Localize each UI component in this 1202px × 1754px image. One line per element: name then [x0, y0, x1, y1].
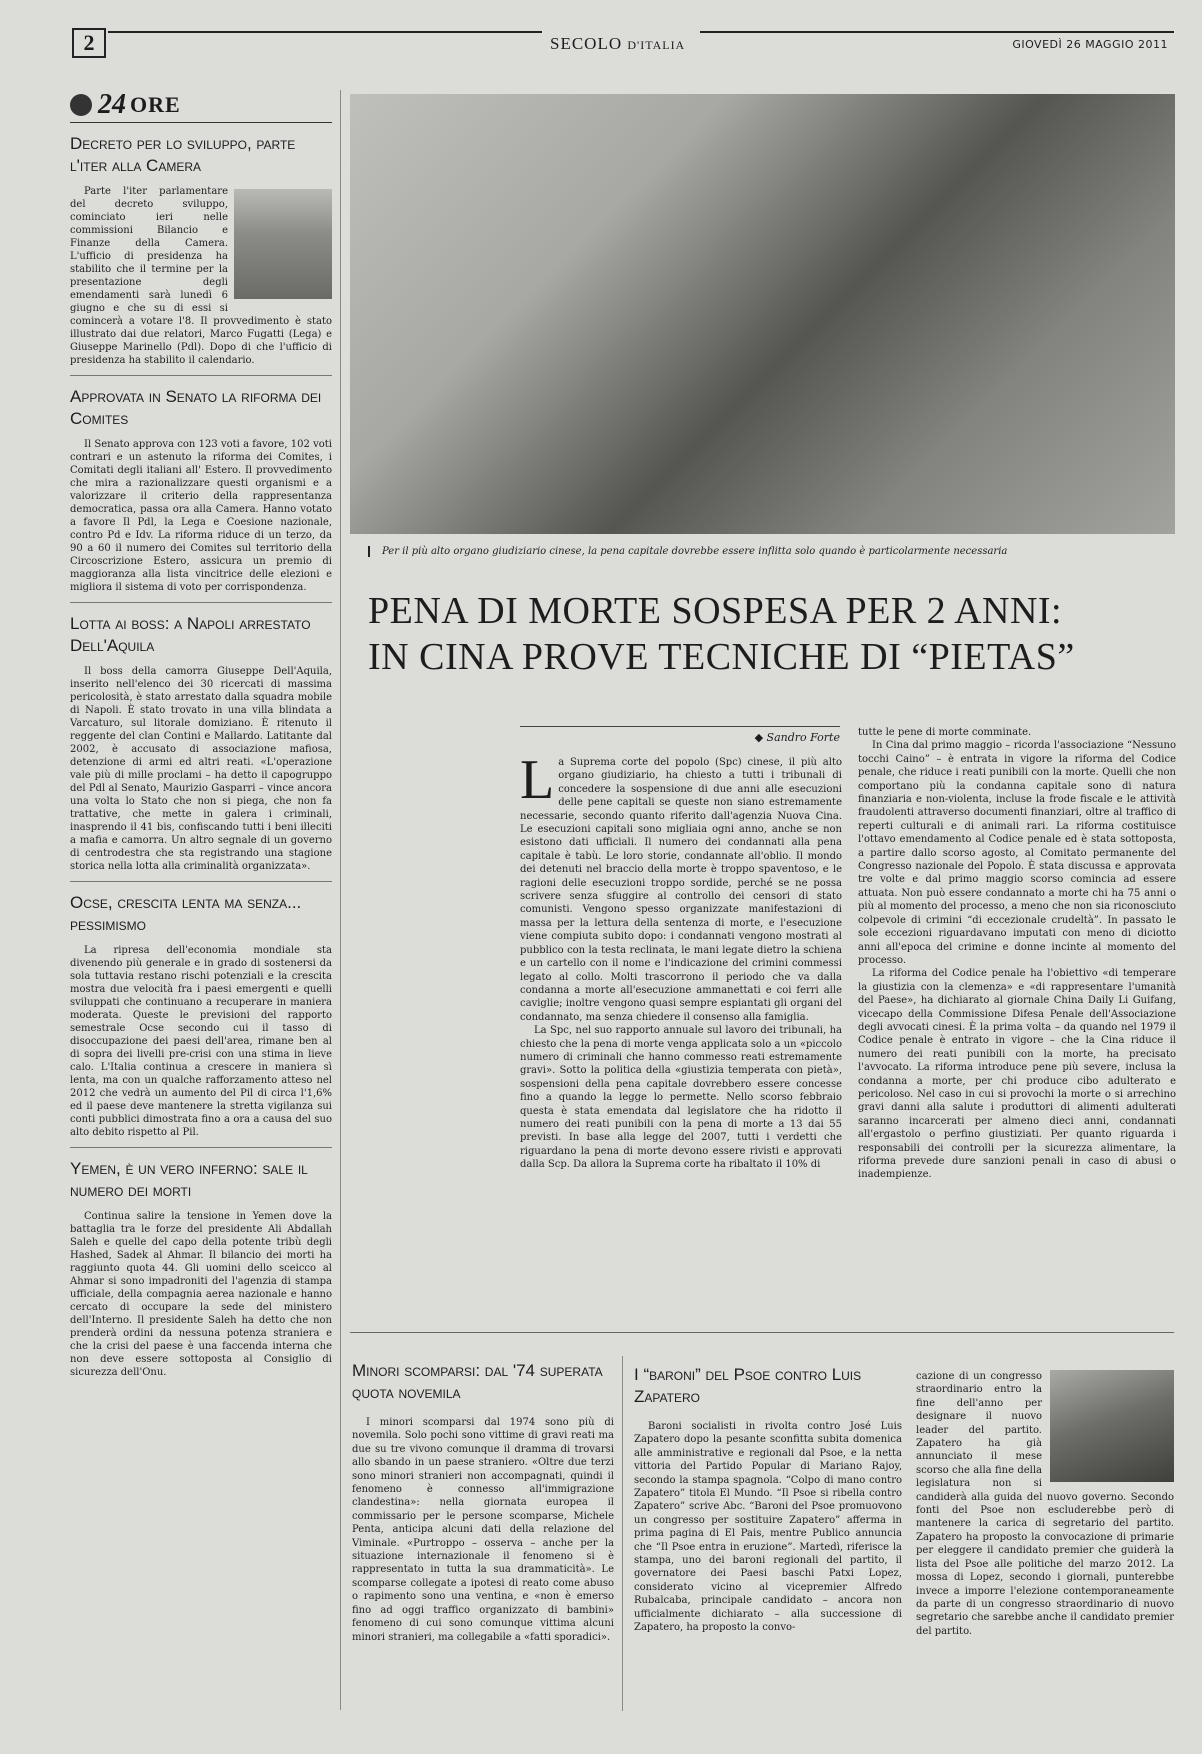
- news-briefs-column: [70, 88, 332, 1387]
- article-paragraph: tutte le pene di morte comminate.: [858, 727, 1032, 738]
- brief-title: I “baroni” del Psoe contro Luis Zapatero: [634, 1365, 862, 1406]
- header-rule-right: [700, 31, 1174, 33]
- zapatero-photo: [1050, 1370, 1174, 1482]
- photo-caption: Per il più alto organo giudiziario cinese, la pena capitale dovrebbe essere inflitta solo quando è particolarmente necessaria: [368, 546, 1182, 557]
- column-divider: [340, 90, 341, 1710]
- brief-title: Decreto per lo sviluppo, parte l'iter alla Camera: [70, 134, 296, 175]
- globe-icon: [70, 94, 92, 116]
- brief-text: La ripresa dell'economia mondiale sta divenendo più generale e in grado di sostenersi da sola tuttavia restano rischi potenziali e la crescita mostra due velocità fra i paesi emergenti e quelli sviluppati che continuano a recuperare in maniera moderata. Queste le previsioni del rapporto semestrale Ocse secondo cui il tasso di disoccupazione dei paesi dell'area, rimane ben al di sopra dei livelli pre-crisi con una stima in lieve calo. L'Italia continua a crescere in maniera sì lenta, ma con un qualche rafforzamento atteso nel 2012 che vedrà un aumento del Pil di circa l'1,6% ed il paese deve mantenere la stretta vigilanza sui conti pubblici dimostrata fino a ora a causa del suo alto debito rispetto al Pil.: [70, 945, 332, 1138]
- brief-text: cazione di un congresso straordinario entro la fine dell'anno per designare il nuovo leader del partito. Zapatero ha già annunciato il mese scorso che alla fine della legislatura non si candiderà alla guida del nuovo governo. Secondo fonti del Psoe non escluderebbe però di mantenere la carica di segretario del partito. Zapatero ha proposto la convocazione di primarie per eleggere il candidato premier che guiderà la lista del Psoe alle politiche del marzo 2012. La mossa di Lopez, secondo i giornali, punterebbe invece a imporre l'elezione contemporaneamente da parte di un congresso straordinario di nuovo segretario che sarebbe anche il candidato premier del partito.: [916, 1371, 1174, 1637]
- brief-comites: [70, 386, 332, 603]
- headline-line-2: IN CINA PROVE TECNICHE DI “PIETAS”: [368, 636, 1075, 678]
- brief-yemen: [70, 1158, 332, 1387]
- article-paragraph: La riforma del Codice penale ha l'obiettivo «di temperare la giustizia con la clemenza» e «di rappresentare l'umanità del Paese», ha dichiarato al giornale China Daily Li Guifang, vicecapo della Commissione Difesa Penale dell'Associazione degli avvocati cinesi. È la prima volta – da quando nel 1979 il Codice penale è entrato in vigore – che la Cina riduce il numero dei reati punibili con la morte, ha precisato l'avvocato. La riforma introduce pene più severe, inclusa la condanna a morte, per chi produce cibo adulterato e pericoloso. Nel caso in cui si provochi la morte o si arrechino gravi danni alla salute i produttori di alimenti adulterati saranno incarcerati per almeno dieci anni, condannati all'ergastolo o perfino giustiziati. Per quanto riguarda i responsabili dei controlli per la sicurezza alimentare, la riforma prevede dure sanzioni penali in caso di abusi o inadempienze.: [858, 968, 1176, 1181]
- main-headline: [368, 588, 1176, 680]
- brief-decreto: [70, 133, 332, 376]
- masthead-subtitle: D'ITALIA: [627, 38, 686, 52]
- brief-minori: [352, 1360, 614, 1644]
- header-rule-left: [108, 31, 542, 33]
- byline: ◆ Sandro Forte: [520, 726, 840, 744]
- logo-word: ORE: [130, 92, 181, 117]
- masthead: [550, 34, 685, 54]
- section-divider: [350, 1332, 1174, 1333]
- logo-number: 24: [98, 89, 126, 120]
- page-number: 2: [72, 28, 106, 58]
- brief-title: Lotta ai boss: a Napoli arrestato Dell'Aquila: [70, 614, 311, 655]
- article-column-2: [858, 726, 1176, 1182]
- parliament-photo: [234, 189, 332, 299]
- article-paragraph: La Spc, nel suo rapporto annuale sul lavoro dei tribunali, ha chiesto che la pena di morte venga applicata solo a un «piccolo numero di criminali che hanno commesso reati estremamente gravi». Sotto la politica della «giustizia temperata con pietà», sospensioni della pena capitale dovrebbero essere concesse fino a quando la legge lo permette. Nello scorso febbraio questa è stata emendata dal legislatore che ha ridotto il numero dei reati punibili con la pena di morte a 13 dai 55 previsti. In base alla legge del 2007, tutti i verdetti che riguardano la pena di morte devono essere rivisti e approvati dalla Scp. Da allora la Suprema corte ha ribaltato il 10% di: [520, 1025, 842, 1171]
- brief-text: Il Senato approva con 123 voti a favore, 102 voti contrari e un astenuto la riforma dei Comites, i Comitati degli italiani all' Estero. Il provvedimento che mira a razionalizzare questi organismi e a valorizzare il criterio della rappresentanza democratica, passa ora alla Camera. Hanno votato a favore Il Pdl, la Lega e Coesione nazionale, contro Pd e Idv. La riforma riduce di un terzo, da 90 a 60 il numero dei Comites sul territorio della Circoscrizione Estero, assicura un premio di maggioranza alla lista vincitrice delle elezioni e migliora il sistema di voto per corrispondenza.: [70, 439, 332, 593]
- brief-text: Baroni socialisti in rivolta contro José Luis Zapatero dopo la pesante sconfitta subita domenica alle amministrative e regionali dal Psoe, e la netta vittoria del Partido Popular di Mariano Rajoy, secondo la stampa spagnola. “Colpo di mano contro Zapatero” titola El Mundo. “Il Psoe si ribella contro Zapatero” scrive Abc. “Baroni del Psoe promuovono un congresso per sostituire Zapatero” afferma in prima pagina di El Pais, mentre Publico annuncia che “Il Psoe entra in eruzione”. Martedì, riferisce la stampa, uno dei baroni regionali del partito, il governatore dei Paesi baschi Patxi Lopez, considerato vicino al vicepremier Alfredo Rubalcaba, principale candidato – ancora non ufficialmente dichiarato – alla successione di Zapatero, ha proposto la convo-: [634, 1421, 902, 1634]
- article-paragraph: In Cina dal primo maggio – ricorda l'associazione “Nessuno tocchi Caino” – è entrata in vigore la riforma del Codice penale, che riduce i reati punibili con la morte. Quelli che non comportano più la condanna capitale sono di natura finanziaria e non-violenta, incluse la frode fiscale e le attività fraudolenti attraverso documenti finanziari, oltre al traffico di reperti culturali e di animali rari. La riforma costituisce l'ottavo emendamento al Codice penale ed è stata sottoposta, a partire dallo scorso agosto, al Comitato permanente del Congresso nazionale del Popolo. È stata discussa e approvata tre volte e dal primo maggio scorso comincia ad essere attuata. Non può essere condannato a morte chi ha 75 anni o più al momento del processo, a meno che non sia riconosciuto colpevole di crimini “di eccezionale crudeltà”. In passato le sole eccezioni riguardavano imputati con meno di diciotto anni all'epoca del crimine e donne incinte al momento del processo.: [858, 740, 1176, 966]
- column-divider: [622, 1356, 623, 1711]
- section-logo: [70, 88, 332, 123]
- headline-line-1: PENA DI MORTE SOSPESA PER 2 ANNI:: [368, 590, 1063, 632]
- brief-napoli: [70, 613, 332, 882]
- brief-text: Continua salire la tensione in Yemen dove la battaglia tra le forze del presidente Ali Abdallah Saleh e quelle del capo della potente tribù degli Hashed, Sadek al Ahmar. Il bilancio dei morti ha raggiunto quota 44. Gli uomini dello sceicco al Ahmar si sono impadroniti del l'agenzia di stampa ufficiale, della compagnia aerea nazionale e hanno cercato di occupare la sede del ministero dell'Interno. Il presidente Saleh ha detto che non prenderà ordini da nessuna potenza straniera e che la crisi del paese è una faccenda interna che non deve essere sottoposta al Consiglio di sicurezza dell'Onu.: [70, 1211, 332, 1378]
- drop-cap: L: [520, 749, 555, 811]
- author-name: Sandro Forte: [766, 731, 840, 744]
- issue-date: GIOVEDÌ 26 MAGGIO 2011: [1012, 38, 1168, 51]
- article-paragraph: a Suprema corte del popolo (Spc) cinese, il più alto organo giudiziario, ha chiesto a tutti i tribunali di concedere la sospensione di due anni alle esecuzioni delle pene capitali se queste non siano estremamente necessarie, secondo quanto riferito dall'agenzia Nuova Cina. Le esecuzioni capitali sono migliaia ogni anno, anche se non esistono dati ufficiali. Il numero dei condannati alla pena capitale è tabù. Le loro storie, condannate all'oblio. Il mondo dei detenuti nel braccio della morte è troppo spaventoso, e le ragioni delle esecuzioni troppo sordide, perché se ne possa scrivere senza sfuggire al controllo dei censori di stato comunisti. Vengono spesso organizzate manifestazioni di massa per la lettura della sentenza di morte, e l'esecuzione viene compiuta subito dopo: i condannati vengono mostrati al pubblico con la testa reclinata, le mani legate dietro la schiena e un cartello con il nome e l'indicazione del crimini commessi legato al collo. Molti trascorrono il periodo che va dalla condanna a morte all'esecuzione ammanettati e coi ferri alle caviglie; inoltre vengono quasi sempre espiantati gli organi del condannato, ma senza chiedere il consenso alla famiglia.: [520, 757, 842, 1023]
- article-column-1: [520, 749, 842, 1172]
- page-header: [72, 28, 1174, 56]
- brief-text: Parte l'iter parlamentare del decreto sviluppo, cominciato ieri nelle commissioni Bilancio e Finanze della Camera. L'ufficio di presidenza ha stabilito che il termine per la presentazione degli emendamenti sarà lunedì 6 giugno e che su di essi si comincerà a votare l'8. Il provvedimento è stato illustrato dai due relatori, Marco Fugatti (Lega) e Giuseppe Marinello (Pdl). Dopo di che l'ufficio di presidenza ha stabilito il calendario.: [70, 186, 332, 366]
- brief-ocse: [70, 892, 332, 1148]
- brief-psoe: [634, 1364, 902, 1635]
- masthead-title: SECOLO: [550, 34, 623, 53]
- brief-text: Il boss della camorra Giuseppe Dell'Aquila, inserito nell'elenco dei 30 ricercati di massima pericolosità, è stato arrestato dalla squadra mobile di Napoli. È stato trovato in una villa blindata a Varcaturo, sul litorale domiziano. È ritenuto il reggente del clan Contini e Mallardo. Latitante dal 2002, è accusato di associazione mafiosa, detenzione di armi ed altri reati. «L'operazione vale più di mille proclami – ha detto il capogruppo del Pdl al Senato, Maurizio Gasparri – vince ancora una volta lo Stato che non si piega, che non fa trattative, che mette in galera i criminali, inasprendo il 41 bis, confiscando tutti i beni illeciti a mafia e camorra. Un altro segnale di un governo di centrodestra che sta registrando una stagione storica nella lotta alla criminalità organizzata».: [70, 666, 332, 872]
- brief-text: I minori scomparsi dal 1974 sono più di novemila. Solo pochi sono vittime di gravi reati ma due su tre vivono comunque il dramma di trovarsi allo sbando in un paese straniero. «Oltre due terzi sono minori stranieri non accompagnati, quindi il fenomeno è connesso all'immigrazione clandestina»: nella giornata europea il commissario per le persone scomparse, Michele Penta, anticipa alcuni dati della relazione del Viminale. «Purtroppo – osserva – anche per la situazione internazionale il fenomeno si è rappresentato in tutta la sua drammaticità». Le scomparse collegate a ipotesi di reato come abuso o rapimento sono una ventina, e «non è emerso fino ad oggi traffico organizzato di bambini» fenomeno di cui sono comunque vittima alcuni minori stranieri, ma collegabile a «fatti sporadici».: [352, 1417, 614, 1643]
- execution-photo: [350, 94, 1175, 534]
- brief-title: Ocse, crescita lenta ma senza... pessimismo: [70, 893, 302, 934]
- brief-title: Minori scomparsi: dal '74 superata quota novemila: [352, 1361, 603, 1402]
- brief-title: Yemen, è un vero inferno: sale il numero dei morti: [70, 1159, 308, 1200]
- brief-title: Approvata in Senato la riforma dei Comites: [70, 387, 322, 428]
- brief-psoe-continued: [916, 1370, 1174, 1638]
